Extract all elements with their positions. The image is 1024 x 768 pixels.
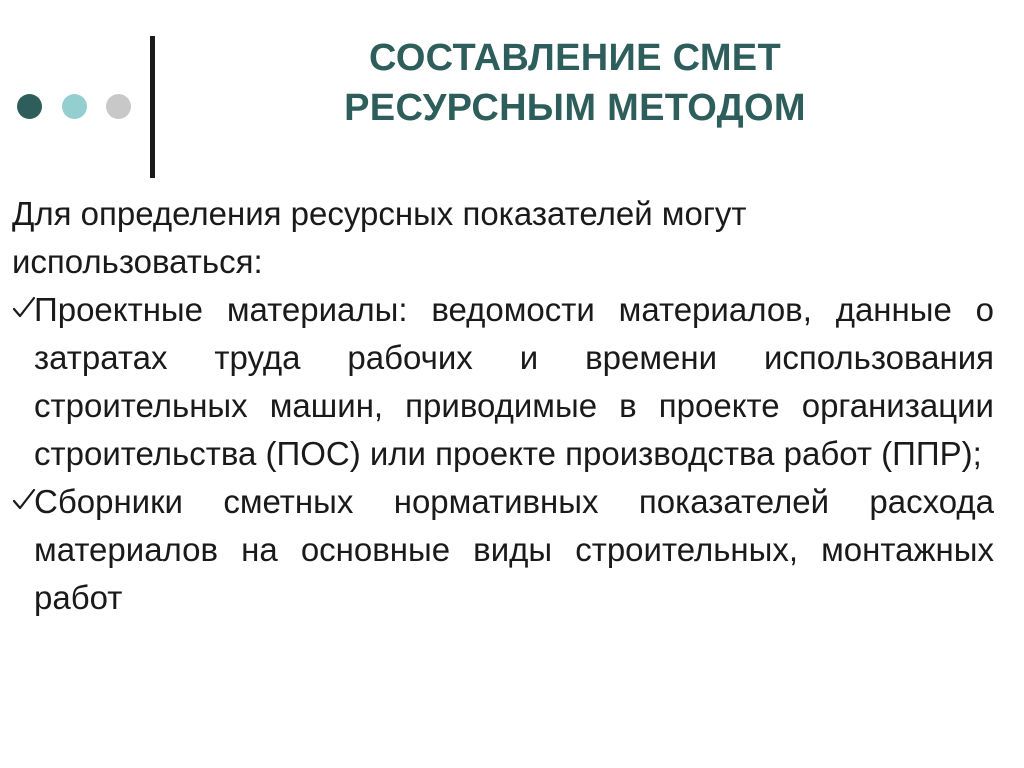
decorative-dot-gray <box>106 94 131 119</box>
bullet-text: Сборники сметных нормативных показателей расхода материалов на основные виды строительных, монтажных работ <box>34 483 994 616</box>
bullet-item <box>12 478 994 622</box>
slide-title-line-2: РЕСУРСНЫМ МЕТОДОМ <box>344 87 806 129</box>
check-icon <box>12 488 36 512</box>
bullet-text: Проектные материалы: ведомости материалов, данные о затратах труда рабочих и времени использования строительных машин, приводимые в проекте организации строительства (ПОС) или проекте производства работ (ППР); <box>34 291 994 472</box>
slide-title <box>270 33 880 133</box>
vertical-divider <box>150 36 155 178</box>
decorative-dot-light <box>62 94 87 119</box>
decorative-dot-dark <box>17 94 42 119</box>
check-icon <box>12 296 36 320</box>
slide-title-line-1: СОСТАВЛЕНИЕ СМЕТ <box>369 37 781 79</box>
intro-text: Для определения ресурсных показателей могут использоваться: <box>12 195 747 280</box>
bullet-item <box>12 286 994 478</box>
slide-content <box>12 190 994 622</box>
